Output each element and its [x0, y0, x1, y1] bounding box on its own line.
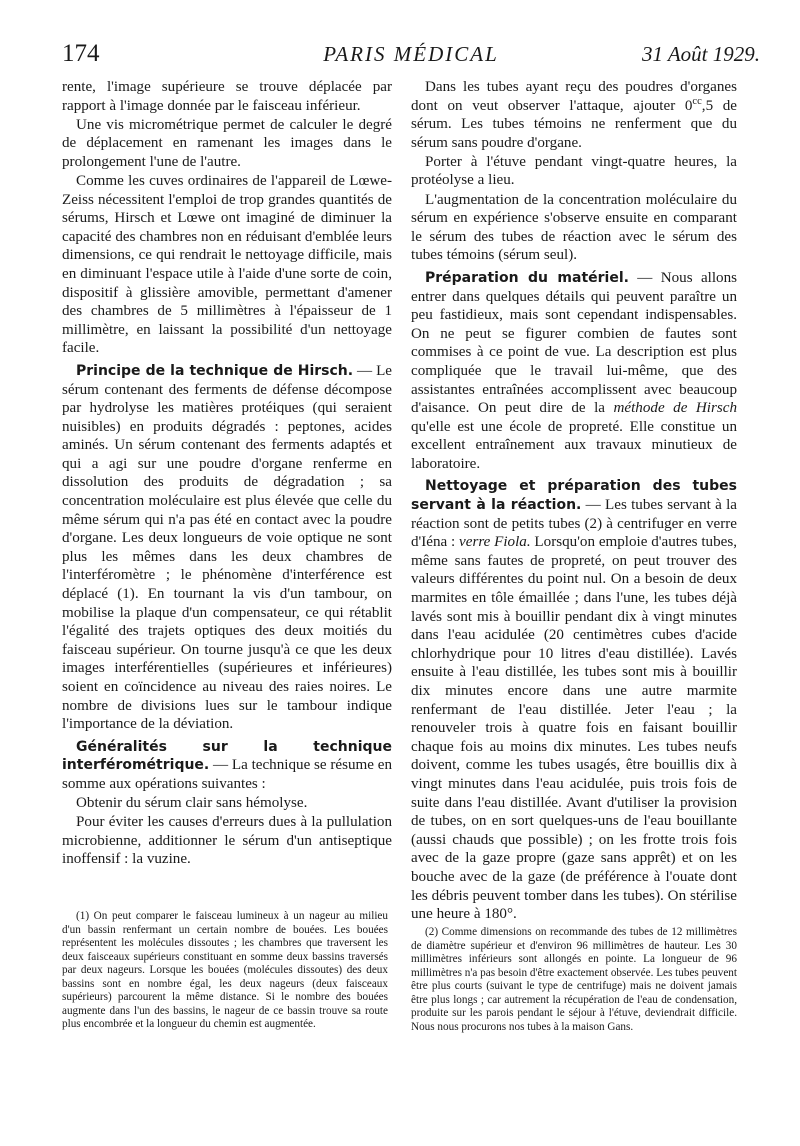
text-run: ,5 de sérum. Les tubes témoins ne renferment que du sérum sans poudre d'organe.	[411, 97, 737, 151]
footnote-text: (1) On peut comparer le faisceau lumineux à un nageur au milieu d'un bassin renfermant un certain nombre de bouées. Les bouées représentent les molécules dissoutes ; les chambres que traversent les deux faisceaux supérieurs constituant en somme deux bassins traversés par deux nageurs. Lorsque les bouées (molécules dissoutes) des deux bassins sont en nombre égal, les deux nageurs (deux faisceaux supérieurs) parcourent la même distance. Si le nombre des bouées augmente dans l'un des bassins, le nageur de ce bassin trouve sa route plus encombrée et la longueur du chemin est augmentée.	[62, 910, 388, 1030]
section-text: — Les tubes servant à la réaction sont de petits tubes (2) à centrifuger en verre d'Iéna :	[411, 497, 737, 551]
section-text: — La technique se résume en somme aux opérations suivantes :	[62, 757, 392, 792]
paragraph: Comme les cuves ordinaires de l'appareil de Lœwe-Zeiss nécessitent l'emploi de trop grandes quantités de sérums, Hirsch et Lœwe ont imaginé de diminuer la capacité des chambres non en réduisant d'emblée leurs dimensions, ce qui rendrait le nettoyage difficile, mais en diminuant l'espace utile à l'aide d'une sorte de coin, dispositif à glissière amovible, permettant d'amener des chambres de 5 millimètres à l'épaisseur de 1 millimètre, en laissant la possibilité d'un nettoyage facile.	[62, 172, 392, 357]
right-column	[411, 78, 737, 924]
footnote-2	[411, 926, 737, 1034]
section-heading: Généralités sur la technique interférométrique.	[62, 738, 392, 774]
section-principe	[62, 362, 392, 734]
section-generalites	[62, 738, 392, 794]
paragraph: rente, l'image supérieure se trouve déplacée par rapport à l'image donnée par le faisceau inférieur.	[62, 79, 392, 114]
unit-superscript: cc	[692, 95, 702, 107]
section-text: Lorsqu'on emploie d'autres tubes, même sans fautes de propreté, on peut trouver des valeurs différentes du point nul. On a besoin de deux marmites en tôle émaillée ; dans l'une, les tubes déjà lavés sont mis à bouillir pendant dix à vingt minutes dans l'eau acidulée (20 centimètres cubes d'acide chlorhydrique pour 10 litres d'eau distillée). Lavés ensuite à l'eau distillée, les tubes sont mis à bouillir dix minutes encore dans une autre marmite renfermant de l'eau distillée. Jeter l'eau ; la renouveler trois à quatre fois en faisant bouillir chaque fois au moins dix minutes. Les tubes neufs doivent, comme les tubes usagés, être bouillis dix à vingt minutes dans l'eau acidulée, puis trois fois de suite dans l'eau distillée. Avant d'utiliser la provision de tubes, on en sort quelques-uns de l'eau bouillante (aussi chauds que possible) ; on les frotte trois fois avec de la gaze propre (gaze sans apprêt) et on les bouche avec de la gaze (de préférence à l'ouate dont les débris peuvent tomber dans les tubes). On stérilise une heure à 180°.	[411, 534, 737, 923]
page-number: 174	[62, 40, 100, 67]
section-heading: Principe de la technique de Hirsch.	[76, 362, 354, 379]
section-text: qu'elle est une école de propreté. Elle constitue un excellent entraînement aux travaux minutieux de laboratoire.	[411, 418, 737, 472]
journal-title: PARIS MÉDICAL	[323, 42, 499, 66]
footnote-text: (2) Comme dimensions on recommande des tubes de 12 millimètres de diamètre supérieur et d'environ 96 millimètres de hauteur. Les 30 millimètres inférieurs sont allongés en pointe. La longueur de 96 millimètres n'a pas besoin d'être exactement observée. Les tubes peuvent être plus courts (suivant le type de centrifuge) mais ne doivent jamais être plus longs ; car autrement la récupération de l'eau de condensation, produite sur les parois pendant le séjour à l'étuve, deviendrait difficile. Nous nous procurons nos tubes à la maison Gans.	[411, 926, 737, 1033]
text-run: Dans les tubes ayant reçu des poudres d'organes dont on veut observer l'attaque, ajouter 0	[411, 79, 737, 114]
page-header	[62, 40, 760, 74]
section-preparation	[411, 269, 737, 474]
section-nettoyage	[411, 477, 737, 923]
italic-text: verre Fiola.	[459, 534, 531, 551]
italic-text: méthode de Hirsch	[613, 400, 737, 417]
issue-date: 31 Août 1929.	[641, 42, 760, 66]
paragraph: Porter à l'étuve pendant vingt-quatre heures, la protéolyse a lieu.	[411, 153, 737, 189]
section-text: — Nous allons entrer dans quelques détails qui peuvent paraître un peu fastidieux, mais sont cependant indispensables. On ne peut se figurer combien de fautes sont commises à ce point de vue. La description est plus compliquée que le travail lui-même, que des assistantes entraînées accomplissent avec beaucoup d'aisance. On peut dire de la	[411, 269, 737, 417]
paragraph: Une vis micrométrique permet de calculer le degré de déplacement en ramenant les images dans le prolongement l'une de l'autre.	[62, 116, 392, 170]
paragraph: Obtenir du sérum clair sans hémolyse.	[76, 795, 308, 812]
paragraph: Pour éviter les causes d'erreurs dues à la pullulation microbienne, additionner le sérum d'un antiseptique inoffensif : la vuzine.	[62, 814, 392, 868]
paragraph: L'augmentation de la concentration moléculaire du sérum en expérience s'observe ensuite en comparant le sérum des tubes de réaction avec le sérum des tubes témoins (sérum seul).	[411, 191, 737, 264]
section-text: — Le sérum contenant des ferments de défense décompose par hydrolyse les matières protéiques (qui seraient nuisibles) en produits dégradés : peptones, acides aminés. Un sérum contenant des ferments adaptés et qui a agi sur une poudre d'organe renferme en dissolution des produits de dégradation ; sa concentration moléculaire est plus élevée que celle du même sérum qui n'a pas été en contact avec la poudre d'organe. Les deux longueurs de voie optique ne sont plus les mêmes dans les deux chambres de l'interféromètre ; le phénomène d'interférence est déplacé (1). En tournant la vis d'un tambour, on mobilise la plaque d'un compensateur, ce qui rétablit l'égalité des trajets optiques des deux moitiés du faisceau supérieur. On tourne jusqu'à ce que les deux images interférentielles (supérieures et inférieures) soient en coïncidence au niveau des raies noires. Le nombre de divisions lues sur le tambour indique l'importance de la déviation.	[62, 362, 392, 733]
section-heading: Nettoyage et préparation des tubes servant à la réaction.	[411, 478, 737, 514]
left-column	[62, 78, 392, 869]
section-heading: Préparation du matériel.	[425, 269, 629, 286]
footnote-1	[62, 910, 388, 1032]
paragraph	[411, 78, 737, 152]
